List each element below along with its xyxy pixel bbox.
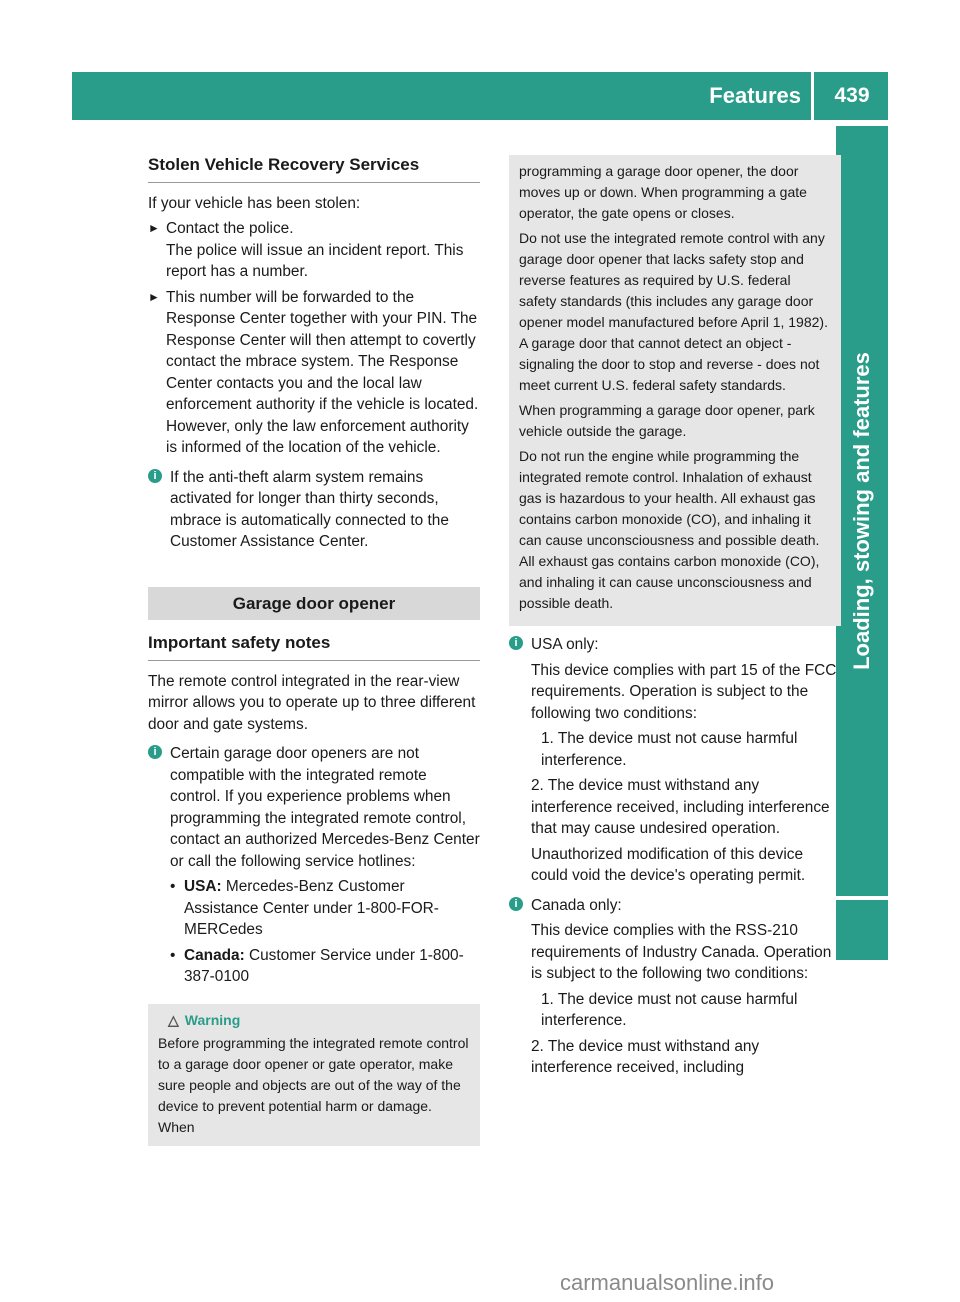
- step-arrow-icon: ►: [148, 221, 160, 235]
- note-text: Certain garage door openers are not compatible with the integrated remote control. If you experience problems when programming the integrated remote control, contact an authorized Mercedes-Benz Center or call the following service hotlines:: [170, 745, 480, 870]
- warning-box-continued: [509, 155, 841, 626]
- note-text: If the anti-theft alarm system remains activated for longer than thirty seconds, mbrace is automatically connected to the Customer Assistance Center.: [170, 468, 449, 550]
- warning-text: programming a garage door opener, the door moves up or down. When programming a gate operator, the gate opens or closes.: [519, 163, 807, 221]
- header-title: Features: [709, 72, 814, 120]
- warning-text: Do not use the integrated remote control with any garage door opener that lacks safety stop and reverse features as required by U.S. federal safety standards (this includes any garage door opener model manufactured before April 1, 1982). A garage door that cannot detect an object - signaling the door to stop and reverse - does not meet current U.S. federal safety standards.: [519, 230, 828, 393]
- note-text: 2. The device must withstand any interference received, including: [531, 1037, 760, 1076]
- bullet-item-canada: [170, 945, 480, 988]
- note-text: Unauthorized modification of this device could void the device's operating permit.: [531, 845, 806, 884]
- note-text: 1. The device must not cause harmful interference.: [541, 990, 798, 1029]
- note-text: 2. The device must withstand any interference received, including interference that may cause undesired operation.: [531, 777, 830, 837]
- note-heading: Canada only:: [531, 896, 622, 914]
- info-icon: i: [509, 636, 523, 650]
- step-detail: The police will issue an incident report. This report has a number.: [166, 241, 464, 280]
- bullet-label: Canada:: [184, 946, 245, 964]
- warning-box: [148, 1004, 480, 1146]
- note-heading: USA only:: [531, 636, 599, 653]
- sidebar-chapter-label: Loading, stowing and features: [849, 352, 874, 670]
- info-note: [148, 743, 480, 988]
- warning-heading: [158, 1010, 470, 1031]
- instruction-step: [148, 287, 480, 459]
- step-text: This number will be forwarded to the Response Center together with your PIN. The Response Center will then attempt to covertly contact the mbrace system. The Response Center contacts you and the local law enforcement authority if the vehicle is located. However, only the law enforcement authority is informed of the location of the vehicle.: [166, 288, 479, 456]
- warning-text: When programming a garage door opener, park vehicle outside the garage.: [519, 402, 815, 439]
- warning-text: Before programming the integrated remote control to a garage door opener or gate operator, make sure people and objects are out of the way of the device to prevent potential harm or damage. When: [158, 1034, 469, 1135]
- sidebar-tab-block: [836, 900, 888, 960]
- bullet-icon: •: [170, 946, 176, 964]
- note-text: This device complies with part 15 of the FCC requirements. Operation is subject to the following two conditions:: [531, 661, 837, 722]
- info-note-canada: [509, 895, 841, 1079]
- instruction-step: [148, 218, 480, 283]
- body-paragraph: The remote control integrated in the rear-view mirror allows you to operate up to three different door and gate systems.: [148, 672, 476, 733]
- info-icon: i: [509, 897, 523, 911]
- page-header: [72, 72, 888, 120]
- page-number: 439: [834, 84, 870, 107]
- step-text: Contact the police.: [166, 220, 294, 237]
- info-icon: i: [148, 745, 162, 759]
- sidebar-label-wrap: [836, 126, 888, 896]
- step-arrow-icon: ►: [148, 289, 160, 304]
- info-note-usa: [509, 634, 841, 887]
- bullet-text: Mercedes-Benz Customer Assistance Center under 1-800-FOR-MERCedes: [184, 878, 439, 938]
- watermark: carmanualsonline.info: [560, 1270, 775, 1295]
- info-note: [148, 467, 480, 553]
- note-text: 1. The device must not cause harmful interference.: [541, 730, 798, 769]
- bullet-text: Customer Service under 1-800-387-0100: [184, 946, 464, 985]
- warning-title: Warning: [184, 1011, 241, 1028]
- note-text: This device complies with the RSS-210 requirements of Industry Canada. Operation is subject to the following two conditions:: [531, 922, 832, 982]
- section-heading-stolen-vehicle: Stolen Vehicle Recovery Services: [148, 150, 480, 183]
- warning-text: Do not run the engine while programming the integrated remote control. Inhalation of exhaust gas is hazardous to your health. All exhaust gas contains carbon monoxide (CO), and inhaling it can cause unconsciousness and possible death. All exhaust gas contains carbon monoxide (CO), and inhaling it can cause unconsciousness and possible death.: [519, 448, 820, 611]
- bullet-icon: •: [170, 878, 176, 895]
- right-column: [509, 155, 841, 1085]
- section-bar-garage-door-opener: Garage door opener: [148, 587, 480, 621]
- info-icon: i: [148, 469, 162, 483]
- bullet-item-usa: [170, 876, 480, 941]
- intro-text: If your vehicle has been stolen:: [148, 194, 361, 212]
- section-heading-safety-notes: Important safety notes: [148, 628, 480, 661]
- warning-triangle-icon: △: [168, 1011, 179, 1028]
- bullet-label: USA:: [184, 878, 222, 895]
- left-column: [148, 150, 480, 1146]
